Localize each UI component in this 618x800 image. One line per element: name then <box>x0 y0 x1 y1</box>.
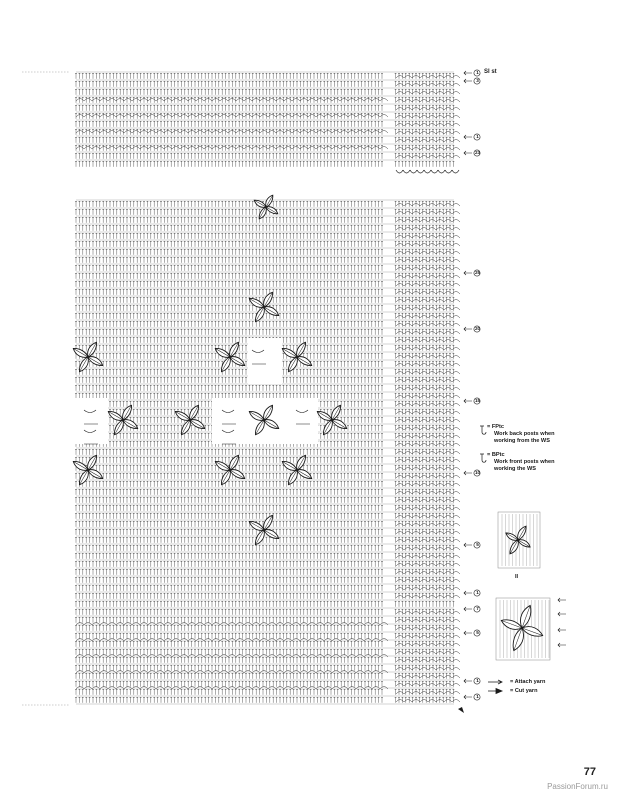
row-arrow <box>464 151 472 155</box>
row-number-label: 5 <box>476 542 479 547</box>
legend-bptc-desc-2: working the WS <box>494 466 536 472</box>
row-arrow <box>464 679 472 683</box>
row-arrow <box>464 71 472 75</box>
bptc-symbol <box>480 454 486 462</box>
row-number-label: 1 <box>476 678 479 683</box>
page-number: 77 <box>583 766 596 778</box>
legend-fptc-desc-2: working from the WS <box>494 438 550 444</box>
detail-figure-one <box>498 512 540 568</box>
propeller-motif <box>248 514 281 547</box>
motif-window <box>282 398 318 444</box>
row-arrow <box>464 591 472 595</box>
watermark: PassionForum.ru <box>547 782 608 791</box>
legend-fptc-desc-1: Work back posts when <box>494 431 555 437</box>
row-number-label: 7 <box>476 606 479 611</box>
row-extra-label: Sl st <box>484 69 497 75</box>
row-arrow <box>464 607 472 611</box>
row-number-label: 15 <box>474 398 481 403</box>
cut-yarn-symbol <box>488 689 502 694</box>
row-number-label: 3 <box>476 78 479 83</box>
row-number-label: 25 <box>474 270 481 275</box>
row-number-label: 1 <box>476 694 479 699</box>
row-arrow <box>464 695 472 699</box>
row-arrow <box>464 135 472 139</box>
row-number-label: 23 <box>474 150 481 155</box>
legend-fptc-label: = FPtc <box>487 424 504 430</box>
legend-attach-yarn: = Attach yarn <box>510 679 546 685</box>
legend-bptc-desc-1: Work front posts when <box>494 459 555 465</box>
detail-label: II <box>515 574 519 580</box>
row-number-label: 1 <box>476 134 479 139</box>
fptc-symbol <box>480 426 486 434</box>
row-number-label: 5 <box>476 630 479 635</box>
motif-window <box>74 398 108 444</box>
corner-arrowhead <box>458 707 464 713</box>
row-number-label: 1 <box>476 590 479 595</box>
row-number-label: 1 <box>476 70 479 75</box>
row-arrow <box>464 79 472 83</box>
stitch-rows <box>76 72 454 704</box>
row-number-label: 20 <box>474 326 481 331</box>
row-arrow <box>464 471 472 475</box>
gap-chain-loops <box>396 170 459 173</box>
row-arrow <box>464 271 472 275</box>
detail-arrows <box>558 598 566 647</box>
row-number-label: 10 <box>474 470 481 475</box>
row-arrow <box>464 543 472 547</box>
propeller-motif <box>253 194 279 220</box>
legend-bptc-label: = BPtc <box>487 452 505 458</box>
attach-yarn-symbol <box>488 680 502 684</box>
row-arrow <box>464 399 472 403</box>
propeller-motif <box>248 291 281 324</box>
stitch-marks <box>75 73 454 703</box>
motif-window <box>248 338 282 384</box>
detail-figure-two <box>496 598 550 660</box>
propeller-motif <box>107 404 140 437</box>
propeller-motif <box>174 404 207 437</box>
row-arrow <box>464 631 472 635</box>
propeller-motif <box>316 404 349 437</box>
legend-cut-yarn: = Cut yarn <box>510 688 538 694</box>
row-arrow <box>464 327 472 331</box>
